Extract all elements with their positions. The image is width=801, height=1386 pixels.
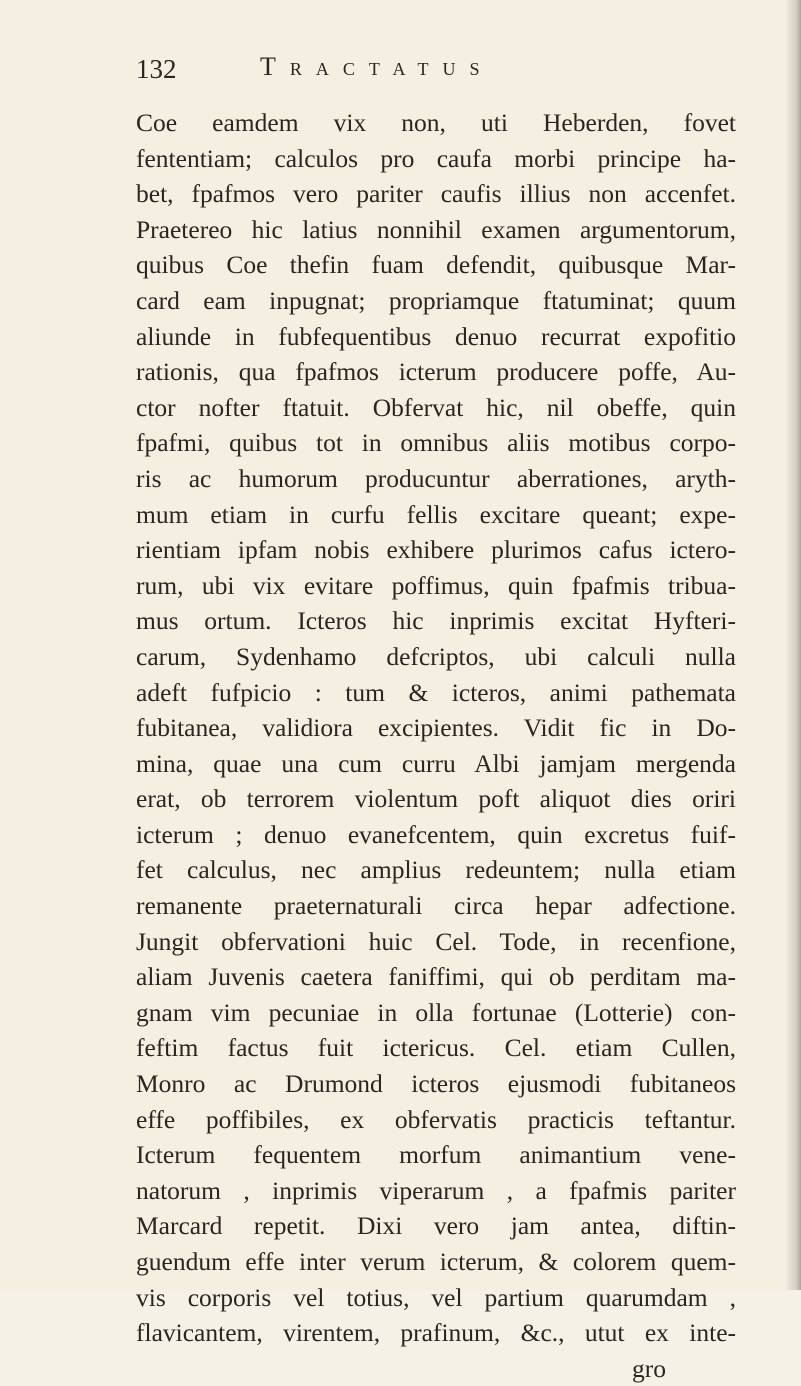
text-line: Marcard repetit. Dixi vero jam antea, diftin- xyxy=(136,1211,736,1241)
text-line: gnam vim pecuniae in olla fortunae (Lotterie) con- xyxy=(136,997,736,1027)
text-line: feftim factus fuit ictericus. Cel. etiam Cullen, xyxy=(136,1033,736,1063)
running-head: Tractatus xyxy=(260,52,494,81)
text-line: fubitanea, validiora excipientes. Vidit fic in Do- xyxy=(136,713,736,743)
text-line: mum etiam in curfu fellis excitare queant; expe- xyxy=(136,499,736,529)
page-number: 132 xyxy=(136,54,177,84)
catchword: gro xyxy=(632,1353,666,1383)
text-line: aliam Juvenis caetera faniffimi, qui ob perditam ma- xyxy=(136,962,736,992)
text-line: remanente praeternaturali circa hepar adfectione. xyxy=(136,891,736,921)
text-line: erat, ob terrorem violentum poft aliquot dies oriri xyxy=(136,784,736,814)
text-line: effe poffibiles, ex obfervatis practicis teftantur. xyxy=(136,1104,736,1134)
body-text xyxy=(136,105,736,1386)
text-line: carum, Sydenhamo defcriptos, ubi calculi nulla xyxy=(136,641,736,671)
text-line: mus ortum. Icteros hic inprimis excitat Hyfteri- xyxy=(136,606,736,636)
page-header xyxy=(136,48,606,88)
text-line: quibus Coe thefin fuam defendit, quibusque Mar- xyxy=(136,250,736,280)
text-line: bet, fpafmos vero pariter caufis illius non accenfet. xyxy=(136,179,736,209)
text-line: card eam inpugnat; propriamque ftatuminat; quum xyxy=(136,285,736,315)
text-line: fet calculus, nec amplius redeuntem; nulla etiam xyxy=(136,855,736,885)
text-line: vis corporis vel totius, vel partium quarumdam , xyxy=(136,1282,736,1312)
text-line: flavicantem, virentem, prafinum, &c., utut ex inte- xyxy=(136,1318,736,1348)
text-line: rum, ubi vix evitare poffimus, quin fpafmis tribua- xyxy=(136,570,736,600)
text-line: Jungit obfervationi huic Cel. Tode, in recenfione, xyxy=(136,926,736,956)
text-line: fententiam; calculos pro caufa morbi principe ha- xyxy=(136,143,736,173)
text-line: rationis, qua fpafmos icterum producere poffe, Au- xyxy=(136,357,736,387)
text-line: icterum ; denuo evanefcentem, quin excretus fuif- xyxy=(136,819,736,849)
text-line: natorum , inprimis viperarum , a fpafmis pariter xyxy=(136,1175,736,1205)
text-line: ctor nofter ftatuit. Obfervat hic, nil obeffe, quin xyxy=(136,392,736,422)
text-line: fpafmi, quibus tot in omnibus aliis motibus corpo- xyxy=(136,428,736,458)
page-gutter-shadow xyxy=(785,0,801,1290)
text-line: guendum effe inter verum icterum, & colorem quem- xyxy=(136,1247,736,1276)
text-line: Praetereo hic latius nonnihil examen argumentorum, xyxy=(136,214,736,244)
text-line: ris ac humorum producuntur aberrationes, aryth- xyxy=(136,463,736,493)
text-line: Icterum fequentem morfum animantium vene- xyxy=(136,1140,736,1170)
text-line: mina, quae una cum curru Albi jamjam mergenda xyxy=(136,748,736,778)
text-line: Coe eamdem vix non, uti Heberden, fovet xyxy=(136,108,736,137)
text-line: adeft fufpicio : tum & icteros, animi pathemata xyxy=(136,677,736,707)
text-line: aliunde in fubfequentibus denuo recurrat expofitio xyxy=(136,321,736,351)
text-line: rientiam ipfam nobis exhibere plurimos cafus ictero- xyxy=(136,535,736,565)
text-line: Monro ac Drumond icteros ejusmodi fubitaneos xyxy=(136,1069,736,1099)
